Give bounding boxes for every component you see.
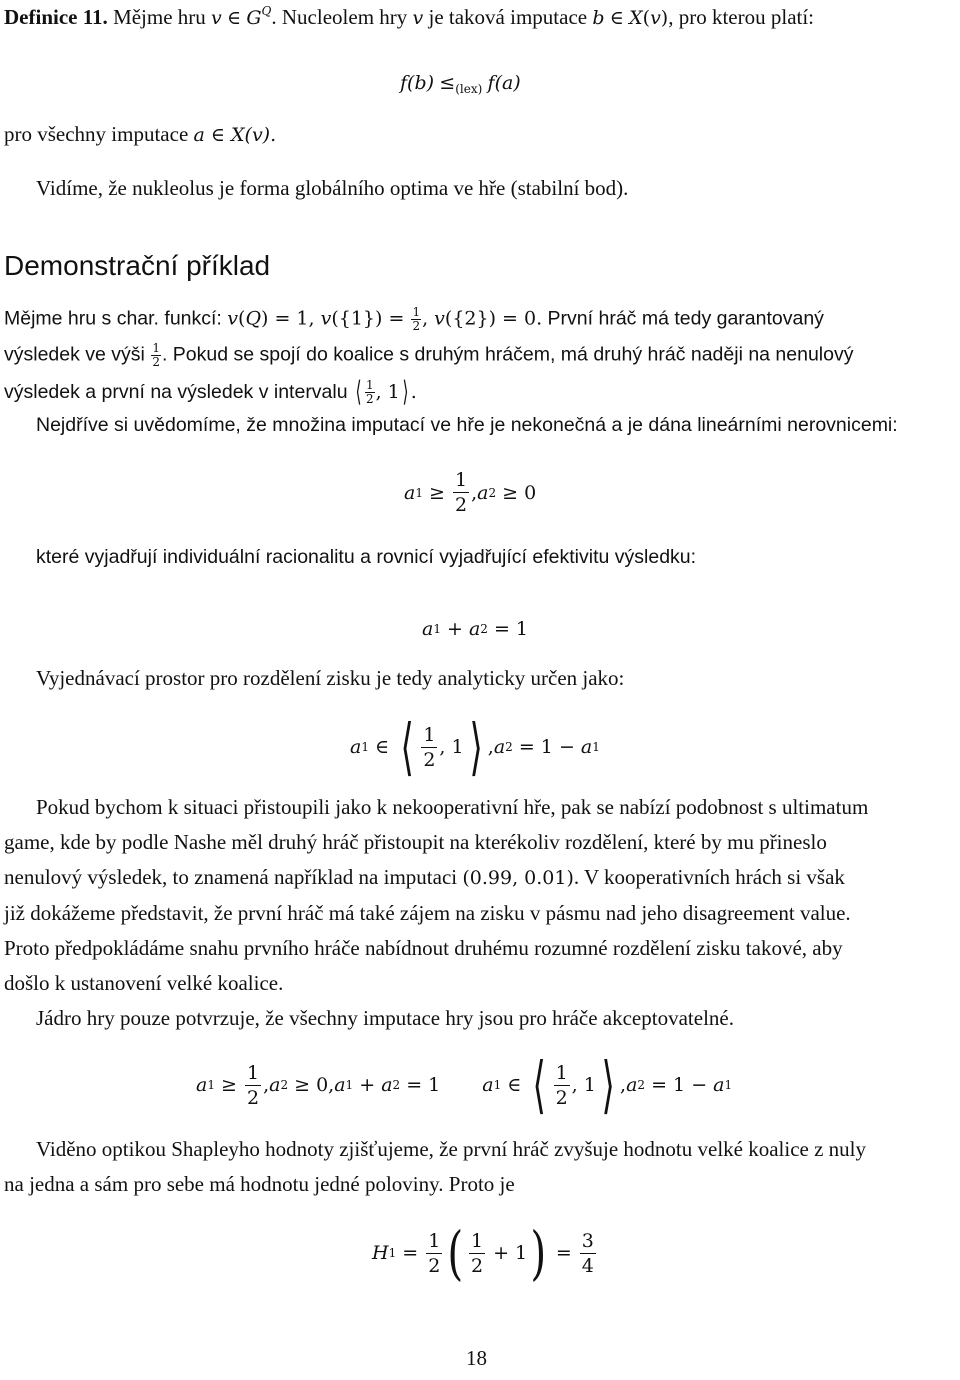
paragraph-line: došlo k ustanovení velké koalice. bbox=[4, 971, 284, 995]
efficiency-equation: a 1 + a 2 = 1 bbox=[422, 618, 529, 640]
page-number: 18 bbox=[466, 1346, 487, 1370]
section-heading: Demonstrační příklad bbox=[4, 250, 271, 281]
intro-sentence: Vidíme, že nukleolus je forma globálního optima ve hře (stabilní bod). bbox=[36, 176, 629, 200]
for-all-line bbox=[4, 122, 276, 147]
bargaining-paragraph: Vyjednávací prostor pro rozdělení zisku je tedy analyticky určen jako: bbox=[36, 666, 625, 690]
imputations-paragraph: Nejdříve si uvědomíme, že množina imputací ve hře je nekonečná a je dána lineárními nerovnicemi: bbox=[36, 414, 898, 436]
example-text: funkcí: bbox=[164, 307, 222, 330]
example-text: . Pokud se spojí do koalice s druhým hráčem, má druhý hráč naději na nenulový bbox=[161, 343, 854, 366]
bargaining-equation: a 1 ∈ ⟨ $\frac{1}{2}$ , 1 ⟩ , a 2 = 1 − a 1 bbox=[350, 710, 600, 783]
example-text: výsledek ve výši bbox=[4, 343, 145, 366]
paragraph-line: Viděno optikou Shapleyho hodnoty zjišťujeme, že první hráč zvyšuje hodnotu velké koalice z nuly bbox=[36, 1137, 867, 1161]
definition-text: . Nucleolem hry bbox=[271, 5, 408, 29]
example-line-2: výsledek ve výši $\frac{1}{2}$ . Pokud se spojí do koalice s druhým hráčem, má druhý hráč naději na nenulový bbox=[4, 341, 854, 369]
lex-condition-equation bbox=[400, 70, 521, 96]
for-all-math: a ∈ X(v). bbox=[193, 124, 277, 146]
core-paragraph: Jádro hry pouze potvrzuje, že všechny imputace hry jsou pro hráče akceptovatelné. bbox=[36, 1006, 734, 1030]
inequality-equation: a 1 ≥ $\frac{1}{2}$ , a 2 ≥ 0 bbox=[404, 469, 537, 516]
example-text: Mějme hru s char. bbox=[4, 307, 159, 330]
equation-relation: ≤ bbox=[439, 72, 456, 94]
paragraph-line: Pokud bychom k situaci přistoupili jako k nekooperativní hře, pak se nabízí podobnost s ultimatum bbox=[36, 795, 869, 819]
line-text: nenulový výsledek, to znamená například na imputaci bbox=[4, 865, 458, 889]
paragraph-line: již dokážeme představit, že první hráč má také zájem na zisku v pásmu nad jeho disagreement value. bbox=[4, 901, 851, 925]
definition-text: je taková imputace bbox=[428, 5, 588, 29]
shapley-paragraph bbox=[4, 1132, 952, 1202]
paragraph-line bbox=[4, 860, 952, 896]
shapley-equation: H 1 = $\frac{1}{2}$ ( $\frac{1}{2}$ + 1 ) = $\frac{3}{4}$ bbox=[372, 1219, 594, 1287]
definition-text: Mějme hru bbox=[113, 5, 206, 29]
equation-subscript: (lex) bbox=[455, 82, 483, 96]
definition-label: Definice 11. bbox=[4, 5, 108, 29]
example-text: První hráč má tedy garantovaný bbox=[547, 307, 824, 330]
example-line-1: Mějme hru s char. funkcí: v(Q) = 1, v({1}) = $\frac{1}{2}$ , v({2}) = 0. První hráč má tedy garantovaný bbox=[4, 305, 824, 333]
equation-lhs: f(b) bbox=[400, 72, 435, 94]
rationality-paragraph: které vyjadřují individuální racionalitu a rovnicí vyjadřující efektivitu výsledku: bbox=[36, 546, 697, 568]
example-text: výsledek a první na výsledek v intervalu bbox=[4, 381, 348, 403]
line-text: . V kooperativních hrách si však bbox=[573, 865, 845, 889]
for-all-text: pro všechny imputace bbox=[4, 122, 189, 146]
ultimatum-paragraph bbox=[4, 790, 952, 1001]
paragraph-line: Proto předpokládáme snahu prvního hráče nabídnout druhému rozumné rozdělení zisku takové, aby bbox=[4, 936, 843, 960]
paragraph-line: na jedna a sám pro sebe má hodnotu jedné poloviny. Proto je bbox=[4, 1172, 515, 1196]
definition-text: , pro kterou platí: bbox=[668, 5, 815, 29]
equation-rhs: f(a) bbox=[487, 72, 521, 94]
example-line-3: výsledek a první na výsledek v intervalu ⟨ $\frac{1}{2}$ , 1⟩ . bbox=[4, 375, 417, 408]
imputation-value: (0.99, 0.01) bbox=[462, 867, 574, 889]
definition-line: Definice 11. Mějme hru v ∈ $G^Q$. Nucleolem hry v je taková imputace b ∈ X(v), pro kterou platí: bbox=[4, 4, 815, 29]
core-equation: a 1 ≥ $\frac{1}{2}$ , a 2 ≥ 0, a 1 + a 2 = 1 a 1 ∈ ⟨ $\frac{1}{2}$ , 1 ⟩ , a 2 = 1 − a 1 bbox=[196, 1048, 733, 1121]
paragraph-line: game, kde by podle Nashe měl druhý hráč přistoupit na kterékoliv rozdělení, které by mu přineslo bbox=[4, 830, 827, 854]
